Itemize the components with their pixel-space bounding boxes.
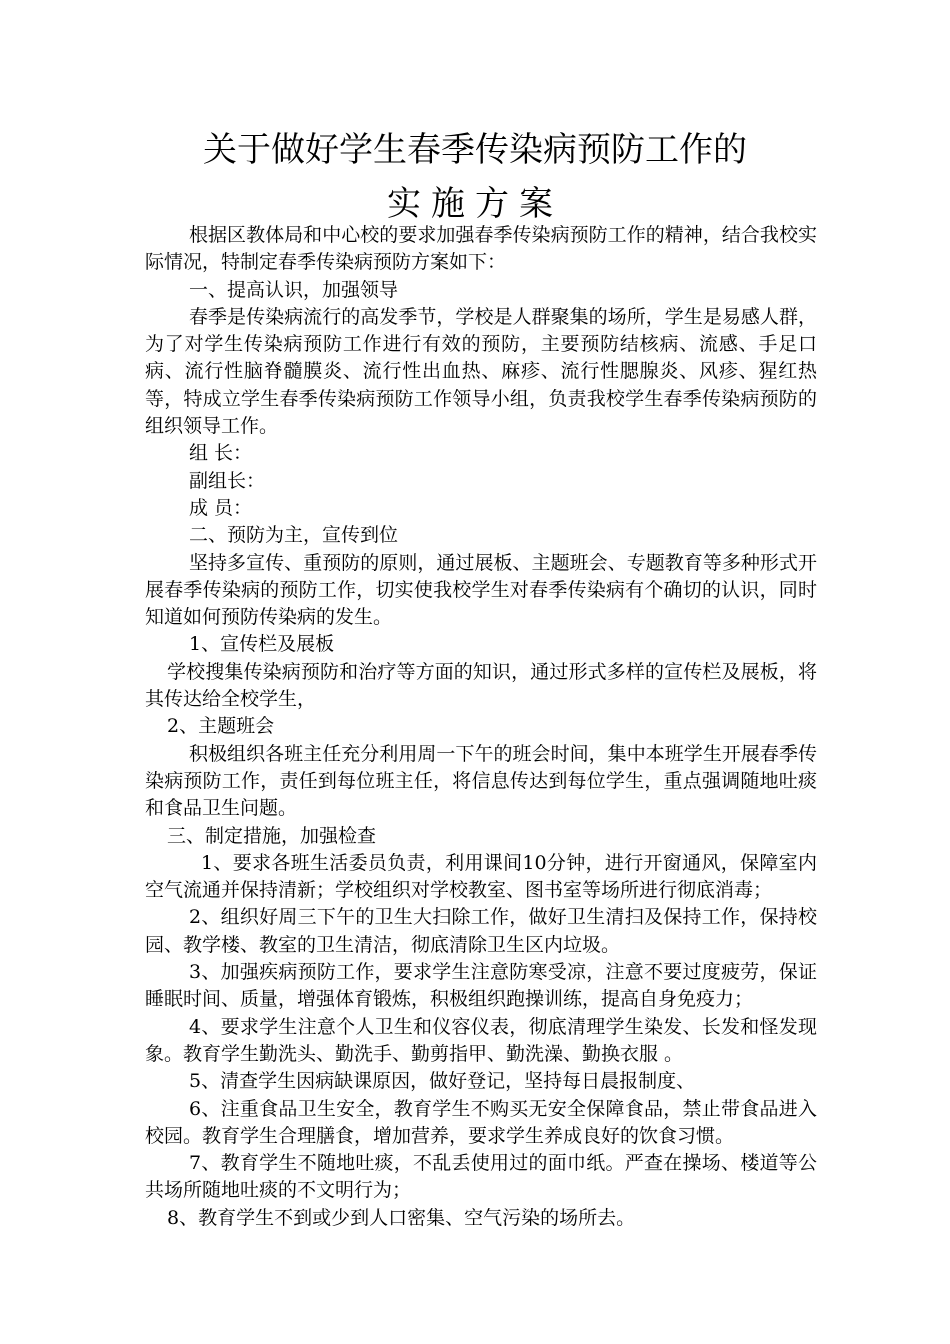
list-item: 6、注重食品卫生安全，教育学生不购买无安全保障食品，禁止带食品进入校园。教育学生合理膳食，增加营养，要求学生养成良好的饮食习惯。 (145, 1097, 817, 1147)
paragraph: 积极组织各班主任充分利用周一下午的班会时间，集中本班学生开展春季传染病预防工作，责任到每位班主任，将信息传达到每位学生，重点强调随地吐痰和食品卫生问题。 (145, 742, 817, 820)
document-title-line2: 实施方案 (387, 184, 563, 224)
list-item: 8、教育学生不到或少到人口密集、空气污染的场所去。 (167, 1206, 636, 1229)
subheading: 2、主题班会 (167, 715, 275, 738)
list-item: 7、教育学生不随地吐痰，不乱丢使用过的面巾纸。严查在操场、楼道等公共场所随地吐痰的不文明行为； (145, 1152, 817, 1202)
section-heading-1: 一、提高认识，加强领导 (189, 278, 399, 301)
subheading: 1、宣传栏及展板 (189, 633, 335, 656)
paragraph: 春季是传染病流行的高发季节，学校是人群聚集的场所，学生是易感人群，为了对学生传染病预防工作进行有效的预防，主要预防结核病、流感、手足口病、流行性脑脊髓膜炎、流行性出血热、麻疹、流行性腮腺炎、风疹、猩红热等，特成立学生春季传染病预防工作领导小组，负责我校学生春季传染病预防的组织领导工作。 (145, 305, 817, 438)
members-line: 成 员： (189, 496, 253, 519)
list-item: 2、组织好周三下午的卫生大扫除工作，做好卫生清扫及保持工作，保持校园、教学楼、教室的卫生清洁，彻底清除卫生区内垃圾。 (145, 906, 817, 956)
deputy-leader-line: 副组长： (189, 469, 266, 492)
paragraph: 坚持多宣传、重预防的原则，通过展板、主题班会、专题教育等多种形式开展春季传染病的预防工作，切实使我校学生对春季传染病有个确切的认识，同时知道如何预防传染病的发生。 (145, 551, 817, 629)
document-body (145, 222, 817, 1232)
leader-line: 组 长： (189, 442, 253, 465)
list-item: 3、加强疾病预防工作，要求学生注意防寒受凉，注意不要过度疲劳，保证睡眠时间、质量，增强体育锻炼，积极组织跑操训练，提高自身免疫力； (145, 961, 817, 1011)
list-item: 4、要求学生注意个人卫生和仪容仪表，彻底清理学生染发、长发和怪发现象。教育学生勤洗头、勤洗手、勤剪指甲、勤洗澡、勤换衣服 。 (145, 1015, 817, 1065)
section-heading-3: 三、制定措施，加强检查 (167, 824, 377, 847)
list-item: 1、要求各班生活委员负责，利用课间10分钟，进行开窗通风，保障室内空气流通并保持清新；学校组织对学校教室、图书室等场所进行彻底消毒； (145, 851, 817, 902)
paragraph: 学校搜集传染病预防和治疗等方面的知识，通过形式多样的宣传栏及展板，将其传达给全校学生， (145, 660, 817, 711)
document-title-line1: 关于做好学生春季传染病预防工作的 (203, 130, 747, 170)
list-item: 5、清查学生因病缺课原因，做好登记，坚持每日晨报制度、 (189, 1070, 696, 1093)
paragraph-intro: 根据区教体局和中心校的要求加强春季传染病预防工作的精神，结合我校实际情况，特制定春季传染病预防方案如下： (145, 224, 817, 274)
section-heading-2: 二、预防为主，宣传到位 (189, 524, 399, 547)
